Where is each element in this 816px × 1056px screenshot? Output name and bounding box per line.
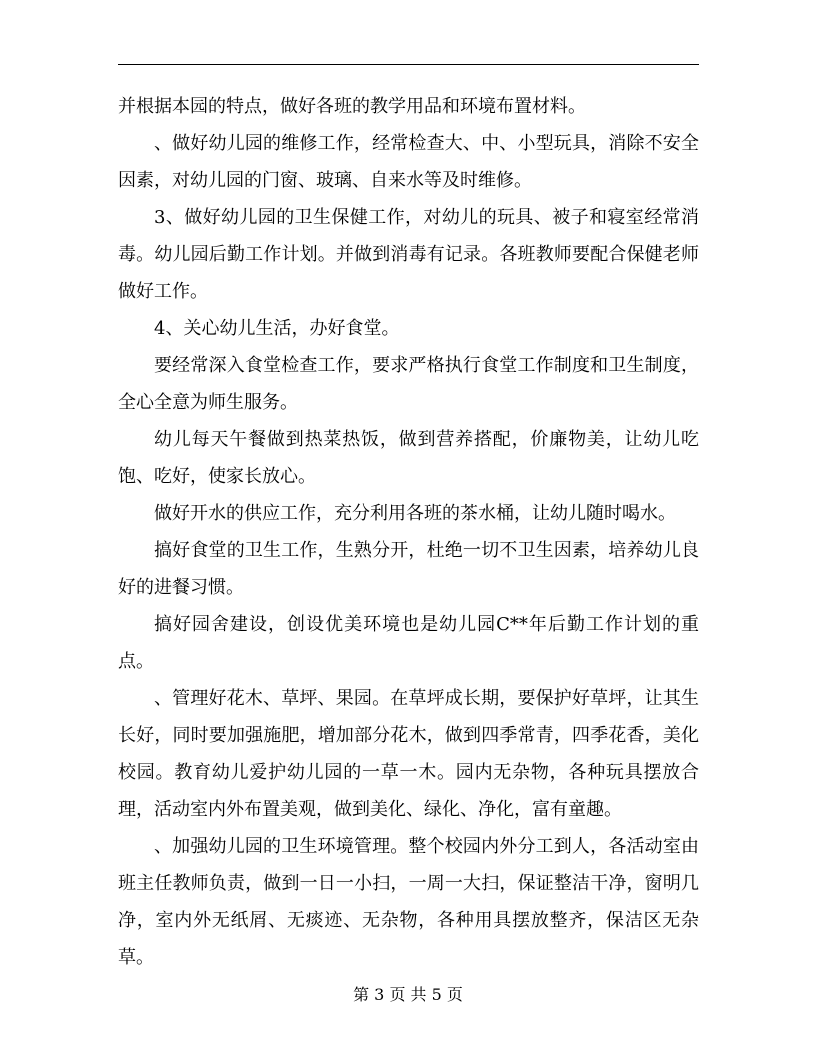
paragraph-canteen-inspection: 要经常深入食堂检查工作，要求严格执行食堂工作制度和卫生制度，全心全意为师生服务。 bbox=[118, 355, 699, 413]
paragraph-lunch: 幼儿每天午餐做到热菜热饭，做到营养搭配，价廉物美，让幼儿吃饱、吃好，使家长放心。 bbox=[118, 429, 699, 487]
paragraph-campus-construction: 搞好园舍建设，创设优美环境也是幼儿园C**年后勤工作计划的重点。 bbox=[118, 614, 699, 672]
document-body bbox=[118, 88, 699, 976]
page-number: 第 3 页 共 5 页 bbox=[353, 985, 463, 1004]
paragraph-canteen-hygiene: 搞好食堂的卫生工作，生熟分开，杜绝一切不卫生因素，培养幼儿良好的进餐习惯。 bbox=[118, 540, 699, 598]
header-rule bbox=[118, 64, 699, 65]
paragraph-maintenance: 、做好幼儿园的维修工作，经常检查大、中、小型玩具，消除不安全因素，对幼儿园的门窗、玻璃、自来水等及时维修。 bbox=[118, 133, 699, 191]
paragraph-health-care: 3、做好幼儿园的卫生保健工作，对幼儿的玩具、被子和寝室经常消毒。幼儿园后勤工作计划。并做到消毒有记录。各班教师要配合保健老师做好工作。 bbox=[118, 207, 699, 302]
paragraph-environment-management: 、加强幼儿园的卫生环境管理。整个校园内外分工到人，各活动室由班主任教师负责，做到一日一小扫，一周一大扫，保证整洁干净，窗明几净，室内外无纸屑、无痰迹、无杂物，各种用具摆放整齐，保洁区无杂草。 bbox=[118, 836, 699, 968]
paragraph-canteen-heading: 4、关心幼儿生活，办好食堂。 bbox=[154, 318, 400, 339]
paragraph-continuation: 并根据本园的特点，做好各班的教学用品和环境布置材料。 bbox=[118, 96, 586, 117]
paragraph-water-supply: 做好开水的供应工作，充分利用各班的茶水桶，让幼儿随时喝水。 bbox=[154, 503, 676, 524]
paragraph-gardening: 、管理好花木、草坪、果园。在草坪成长期，要保护好草坪，让其生长好，同时要加强施肥，增加部分花木，做到四季常青，四季花香，美化校园。教育幼儿爱护幼儿园的一草一木。园内无杂物，各种玩具摆放合理，活动室内外布置美观，做到美化、绿化、净化，富有童趣。 bbox=[118, 688, 699, 820]
